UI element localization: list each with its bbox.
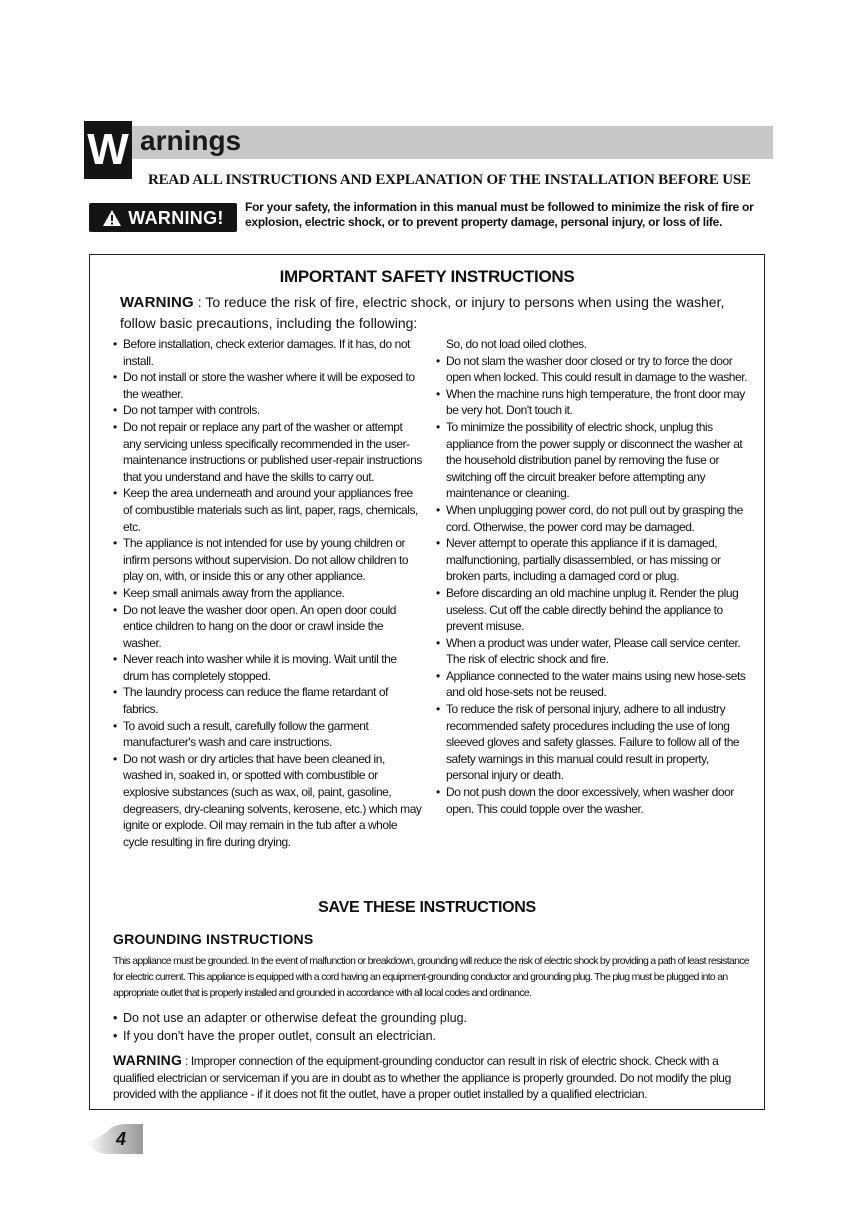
list-item: • Do not tamper with controls. [113,402,423,419]
grounding-title: GROUNDING INSTRUCTIONS [113,931,314,947]
list-item: • Do not push down the door excessively, when washer door open. This could topple over the washer. [436,784,754,817]
safety-title: IMPORTANT SAFETY INSTRUCTIONS [279,267,575,286]
grounding-warning-label: WARNING [113,1052,183,1068]
list-item: • Do not wash or dry articles that have been cleaned in, washed in, soaked in, or spotted with combustible or explosive substances (such as wax, oil, paint, gasoline, degreasers, dry-cleaning solvents, kerosene, etc.) which may ignite or explode. Oil may remain in the tub after a whole cycle resulting in fire during drying. [113,751,423,851]
list-item: • Do not repair or replace any part of the washer or attempt any servicing unless specifically recommended in the user-maintenance instructions or published user-repair instructions that you understand and have the skills to carry out. [113,419,423,485]
safety-instructions-box [89,254,765,1110]
list-item: • To reduce the risk of personal injury, adhere to all industry recommended safety procedures including the use of long sleeved gloves and safety glasses. Failure to follow all of the safety warnings in this manual could result in property, personal injury or death. [436,701,754,784]
list-item: • When the machine runs high temperature, the front door may be very hot. Don't touch it. [436,386,754,419]
list-item: • Do not install or store the washer where it will be exposed to the weather. [113,369,423,402]
save-instructions-heading: SAVE THESE INSTRUCTIONS [318,899,536,916]
read-all-notice: READ ALL INSTRUCTIONS AND EXPLANATION OF THE INSTALLATION BEFORE USE [148,172,751,188]
warning-badge-label: WARNING! [128,207,224,228]
list-item: • If you don't have the proper outlet, consult an electrician. [113,1027,753,1045]
list-item: • To avoid such a result, carefully follow the garment manufacturer's wash and care instructions. [113,718,423,751]
list-item: • Keep the area underneath and around your appliances free of combustible materials such as lint, paper, rags, chemicals, etc. [113,485,423,535]
list-item: • Do not slam the washer door closed or try to force the door open when locked. This could result in damage to the washer. [436,353,754,386]
list-item: • When a product was under water, Please call service center. The risk of electric shock and fire. [436,635,754,668]
safety-intro [120,292,740,333]
list-item: • Before installation, check exterior damages. If it has, do not install. [113,336,423,369]
header-initial: W [84,121,132,179]
grounding-bullets [113,1009,753,1045]
list-item: • Keep small animals away from the appliance. [113,585,423,602]
safety-left-column [113,336,423,850]
intro-text: : To reduce the risk of fire, electric shock, or injury to persons when using the washer, follow basic precautions, including the following: [120,294,725,331]
list-item: • Appliance connected to the water mains using new hose-sets and old hose-sets not be reused. [436,668,754,701]
warning-note: For your safety, the information in this manual must be followed to minimize the risk of fire or explosion, electric shock, or to prevent property damage, personal injury, or loss of life. [245,200,754,229]
list-item: • Never reach into washer while it is moving. Wait until the drum has completely stopped. [113,651,423,684]
grounding-warning [113,1052,753,1103]
list-item-continuation: So, do not load oiled clothes. [446,337,587,351]
grounding-warning-text: : Improper connection of the equipment-grounding conductor can result in risk of electric shock. Check with a qualified electrician or serviceman if you are in doubt as to whether the appliance is properly grounded. Do not modify the plug provided with the appliance - if it does not fit the outlet, have a proper outlet installed by a qualified electrician. [113,1054,731,1102]
list-item: • Do not leave the washer door open. An open door could entice children to hang on the door or crawl inside the washer. [113,602,423,652]
warning-triangle-icon [102,209,122,227]
page-title: arnings [140,125,242,156]
warning-badge [89,203,237,232]
list-item: • Never attempt to operate this appliance if it is damaged, malfunctioning, partially disassembled, or has missing or broken parts, including a damaged cord or plug. [436,535,754,585]
list-item: • To minimize the possibility of electric shock, unplug this appliance from the power supply or disconnect the washer at the household distribution panel by removing the fuse or switching off the circuit breaker before attempting any maintenance or cleaning. [436,419,754,502]
list-item: • When unplugging power cord, do not pull out by grasping the cord. Otherwise, the power cord may be damaged. [436,502,754,535]
list-item: • Before discarding an old machine unplug it. Render the plug useless. Cut off the cable directly behind the appliance to prevent misuse. [436,585,754,635]
list-item: • Do not use an adapter or otherwise defeat the grounding plug. [113,1009,753,1027]
grounding-paragraph: This appliance must be grounded. In the event of malfunction or breakdown, grounding will reduce the risk of electric shock by providing a path of least resistance for electric current. This appliance is equipped with a cord having an equipment-grounding conductor and grounding plug. The plug must be plugged into an appropriate outlet that is properly installed and grounded in accordance with all local codes and ordinance. [113,955,749,999]
safety-right-column [436,336,754,817]
list-item: • The laundry process can reduce the flame retardant of fabrics. [113,684,423,717]
list-item: • The appliance is not intended for use by young children or infirm persons without supervision. Do not allow children to play on, with, or inside this or any other appliance. [113,535,423,585]
intro-warning-label: WARNING [120,294,194,311]
page-number: 4 [115,1129,126,1149]
